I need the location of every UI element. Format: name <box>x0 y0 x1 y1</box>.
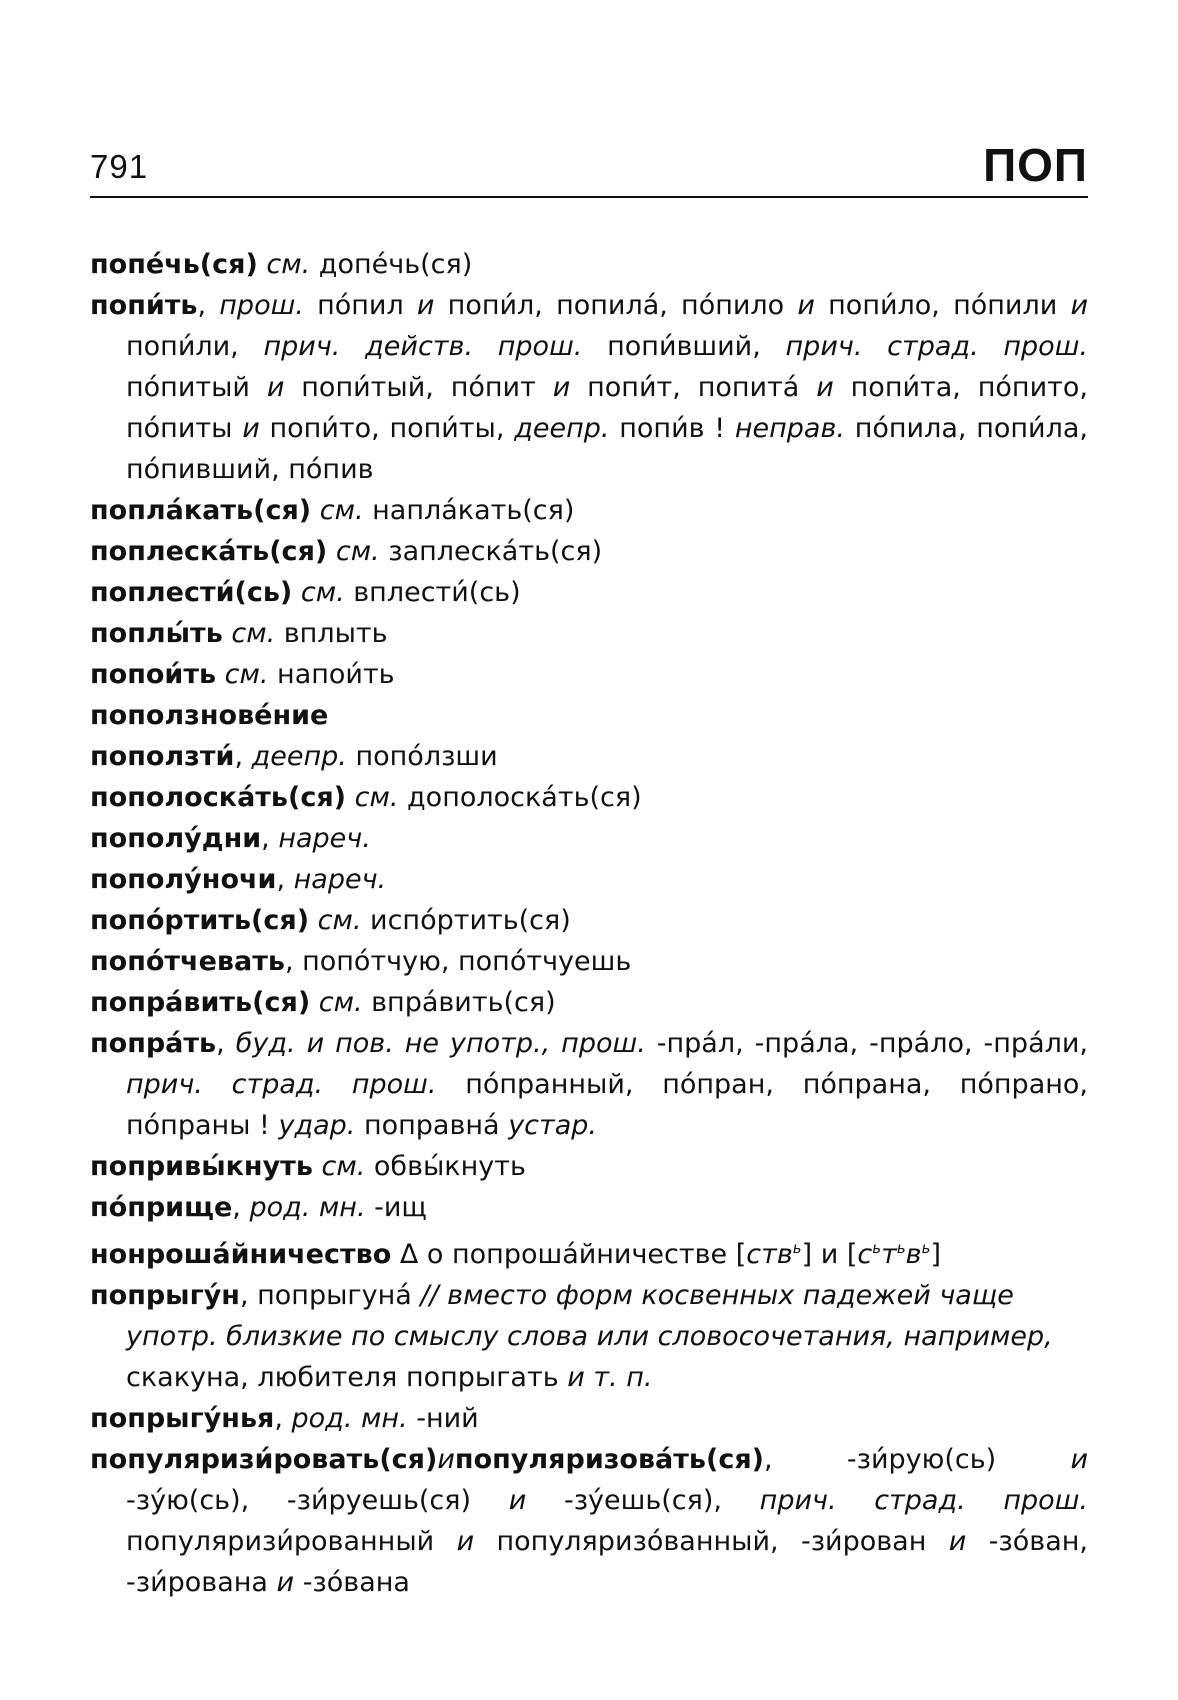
grammar-label: род. мн. <box>291 1403 408 1434</box>
dictionary-entry <box>90 1398 1088 1439</box>
entry-text: , <box>232 1192 250 1223</box>
entry-text: попи́вший, <box>582 331 786 362</box>
entry-text: -пра́л, -пра́ла, -пра́ло, -пра́ли, <box>645 1028 1089 1059</box>
entry-text: , попо́тчую, попо́тчуешь <box>284 946 632 977</box>
dictionary-entry <box>90 1439 1088 1603</box>
entry-text: допе́чь(ся) <box>310 249 473 280</box>
grammar-label: деепр. <box>514 413 610 444</box>
dictionary-entry <box>90 531 1088 572</box>
entry-headword: попе́чь(ся) <box>90 249 258 280</box>
grammar-label: т <box>881 1239 897 1270</box>
entry-text: ] <box>930 1239 941 1270</box>
dictionary-entry <box>90 1023 1088 1146</box>
entry-text: поправна́ <box>355 1110 509 1141</box>
entry-text: , попрыгуна́ <box>239 1280 421 1311</box>
grammar-label: и <box>1070 1444 1088 1475</box>
dictionary-entry <box>90 490 1088 531</box>
grammar-label: см. <box>266 249 311 280</box>
grammar-label: нареч. <box>278 823 371 854</box>
entry-text <box>346 782 355 813</box>
grammar-label: и т. п. <box>567 1362 653 1393</box>
grammar-label: буд. и пов. не употр., прош. <box>235 1028 646 1059</box>
entry-text: ь <box>921 1239 931 1257</box>
entry-text: испо́ртить(ся) <box>361 905 571 936</box>
grammar-label: с <box>857 1239 873 1270</box>
grammar-label: и <box>266 372 285 403</box>
entry-text: , <box>216 1028 236 1059</box>
entry-text <box>313 1151 322 1182</box>
entry-text: напла́кать(ся) <box>363 495 575 526</box>
entry-text: по́пранный, по́пран, по́прана, по́прано, по́праны ! <box>126 1069 1088 1141</box>
dictionary-entry <box>90 900 1088 941</box>
running-head: ПОП <box>983 139 1088 191</box>
grammar-label: ств <box>746 1239 793 1270</box>
entry-list <box>90 244 1088 1603</box>
entry-text: , <box>276 864 294 895</box>
dictionary-entry <box>90 285 1088 490</box>
grammar-label: и <box>416 290 435 321</box>
grammar-label: и <box>816 372 834 403</box>
entry-text: -зо́вана <box>294 1567 410 1598</box>
grammar-label: прич. страд. прош. <box>759 1485 1088 1516</box>
dictionary-entry <box>90 777 1088 818</box>
entry-text: ь <box>872 1239 882 1257</box>
entry-text: популяризи́рованный <box>126 1526 457 1557</box>
entry-headword: попра́ть <box>90 1028 217 1059</box>
dictionary-entry <box>90 1228 1088 1275</box>
entry-text: попо́лзши <box>346 741 498 772</box>
grammar-label: см. <box>224 659 269 690</box>
entry-text: -ний <box>407 1403 479 1434</box>
entry-text: скакуна, любителя попрыгать <box>126 1362 568 1393</box>
entry-text: ь <box>792 1239 802 1257</box>
grammar-label: см. <box>335 536 380 567</box>
entry-headword: пополу́ночи <box>90 864 277 895</box>
grammar-label: нареч. <box>293 864 387 895</box>
grammar-label: деепр. <box>251 741 347 772</box>
entry-text <box>327 536 336 567</box>
grammar-label: см. <box>354 782 399 813</box>
grammar-label: и <box>276 1567 295 1598</box>
entry-headword: по́прище <box>90 1192 233 1223</box>
dictionary-entry <box>90 1146 1088 1187</box>
entry-text <box>310 987 319 1018</box>
page-number: 791 <box>90 148 149 185</box>
grammar-label: см. <box>319 495 364 526</box>
dictionary-entry <box>90 695 1088 736</box>
entry-headword: попо́тчевать <box>90 946 285 977</box>
dictionary-entry <box>90 1187 1088 1228</box>
entry-text: , <box>234 741 252 772</box>
entry-text: попи́л, попила́, по́пило <box>434 290 798 321</box>
dictionary-entry <box>90 736 1088 777</box>
entry-text: попи́ло, по́пили <box>814 290 1071 321</box>
dictionary-entry <box>90 818 1088 859</box>
entry-text: напои́ть <box>268 659 395 690</box>
entry-text: впра́вить(ся) <box>362 987 556 1018</box>
dictionary-entry <box>90 654 1088 695</box>
entry-headword: попрыгу́н <box>90 1280 240 1311</box>
entry-text: популяризо́ванный, -зи́рован <box>474 1526 949 1557</box>
dictionary-entry <box>90 613 1088 654</box>
grammar-label: прич. страд. прош. <box>126 1069 437 1100</box>
entry-headword: популяризи́ровать(ся) <box>90 1444 438 1475</box>
grammar-label: прич. страд. прош. <box>785 331 1088 362</box>
entry-text: попи́та, по́пито, по́питы <box>126 372 1088 444</box>
grammar-label: и <box>797 290 815 321</box>
dictionary-entry <box>90 244 1088 285</box>
grammar-label: и <box>1070 290 1089 321</box>
entry-headword: поплы́ть <box>90 618 223 649</box>
entry-text <box>309 905 318 936</box>
entry-text: ь <box>896 1239 906 1257</box>
entry-headword: попла́кать(ся) <box>90 495 312 526</box>
dictionary-entry <box>90 572 1088 613</box>
entry-headword: попо́ртить(ся) <box>90 905 310 936</box>
entry-text: -ищ <box>365 1192 427 1223</box>
entry-text: заплеска́ть(ся) <box>379 536 603 567</box>
entry-text <box>292 577 301 608</box>
grammar-label: см. <box>317 905 362 936</box>
entry-text: попи́в ! <box>609 413 735 444</box>
dictionary-entry <box>90 982 1088 1023</box>
grammar-label: неправ. <box>734 413 845 444</box>
grammar-label: см. <box>318 987 363 1018</box>
grammar-label: прош. <box>219 290 304 321</box>
entry-headword: попра́вить(ся) <box>90 987 311 1018</box>
entry-text: попи́тый, по́пит <box>284 372 553 403</box>
entry-text: Δ о попроша́йничестве [ <box>391 1239 747 1270</box>
entry-text: вплыть <box>275 618 388 649</box>
grammar-label: и <box>508 1485 527 1516</box>
entry-text: попи́ли, <box>126 331 264 362</box>
entry-text: по́пила, попи́ла, по́пивший, по́пив <box>126 413 1088 485</box>
grammar-label: см. <box>321 1151 366 1182</box>
entry-text: по́питый <box>126 372 267 403</box>
grammar-label: и <box>948 1526 967 1557</box>
entry-text: популяризова́ть(ся) <box>454 1444 765 1475</box>
grammar-label: см. <box>231 618 276 649</box>
grammar-label: см. <box>300 577 345 608</box>
entry-text: , <box>261 823 279 854</box>
grammar-label: прич. действ. прош. <box>263 331 583 362</box>
entry-headword: поплести́(сь) <box>90 577 293 608</box>
grammar-label: удар. <box>278 1110 356 1141</box>
grammar-label: и <box>456 1526 475 1557</box>
entry-text: , <box>274 1403 292 1434</box>
grammar-label: и <box>437 1444 455 1475</box>
grammar-label: род. мн. <box>249 1192 366 1223</box>
dictionary-entry <box>90 859 1088 900</box>
entry-headword: попрыгу́нья <box>90 1403 275 1434</box>
page-header <box>90 130 1088 198</box>
entry-text: -зу́ешь(ся), <box>526 1485 760 1516</box>
entry-headword: пополоска́ть(ся) <box>90 782 347 813</box>
entry-text <box>311 495 320 526</box>
entry-text: по́пил <box>303 290 417 321</box>
grammar-label: устар. <box>508 1110 598 1141</box>
grammar-label: и <box>242 413 260 444</box>
entry-text: попи́т, попита́ <box>570 372 817 403</box>
grammar-label: в <box>905 1239 922 1270</box>
entry-text: дополоска́ть(ся) <box>398 782 642 813</box>
entry-text: ] и [ <box>801 1239 858 1270</box>
entry-text: , -зи́рую(сь) <box>764 1444 1071 1475</box>
entry-headword: попои́ть <box>90 659 217 690</box>
entry-text: , <box>197 290 220 321</box>
entry-text: обвы́кнуть <box>365 1151 526 1182</box>
entry-text: -зо́ван, -зи́рована <box>126 1526 1088 1598</box>
entry-text: попи́то, попи́ты, <box>259 413 515 444</box>
dictionary-entry <box>90 1275 1088 1398</box>
grammar-label: и <box>552 372 571 403</box>
entry-headword: нонроша́йничество <box>90 1239 392 1270</box>
grammar-label: // вместо форм косвенных падежей чаще употр. близкие по смыслу слова или словосочетания, например, <box>126 1280 1053 1352</box>
entry-headword: попи́ть <box>90 290 198 321</box>
dictionary-entry <box>90 941 1088 982</box>
entry-text <box>216 659 225 690</box>
entry-headword: поползнове́ние <box>90 700 329 731</box>
entry-headword: поползти́ <box>90 741 235 772</box>
entry-headword: попривы́кнуть <box>90 1151 313 1182</box>
entry-text: -зу́ю(сь), -зи́руешь(ся) <box>126 1485 509 1516</box>
entry-text: вплести́(сь) <box>344 577 521 608</box>
entry-headword: пополу́дни <box>90 823 262 854</box>
entry-headword: поплеска́ть(ся) <box>90 536 328 567</box>
